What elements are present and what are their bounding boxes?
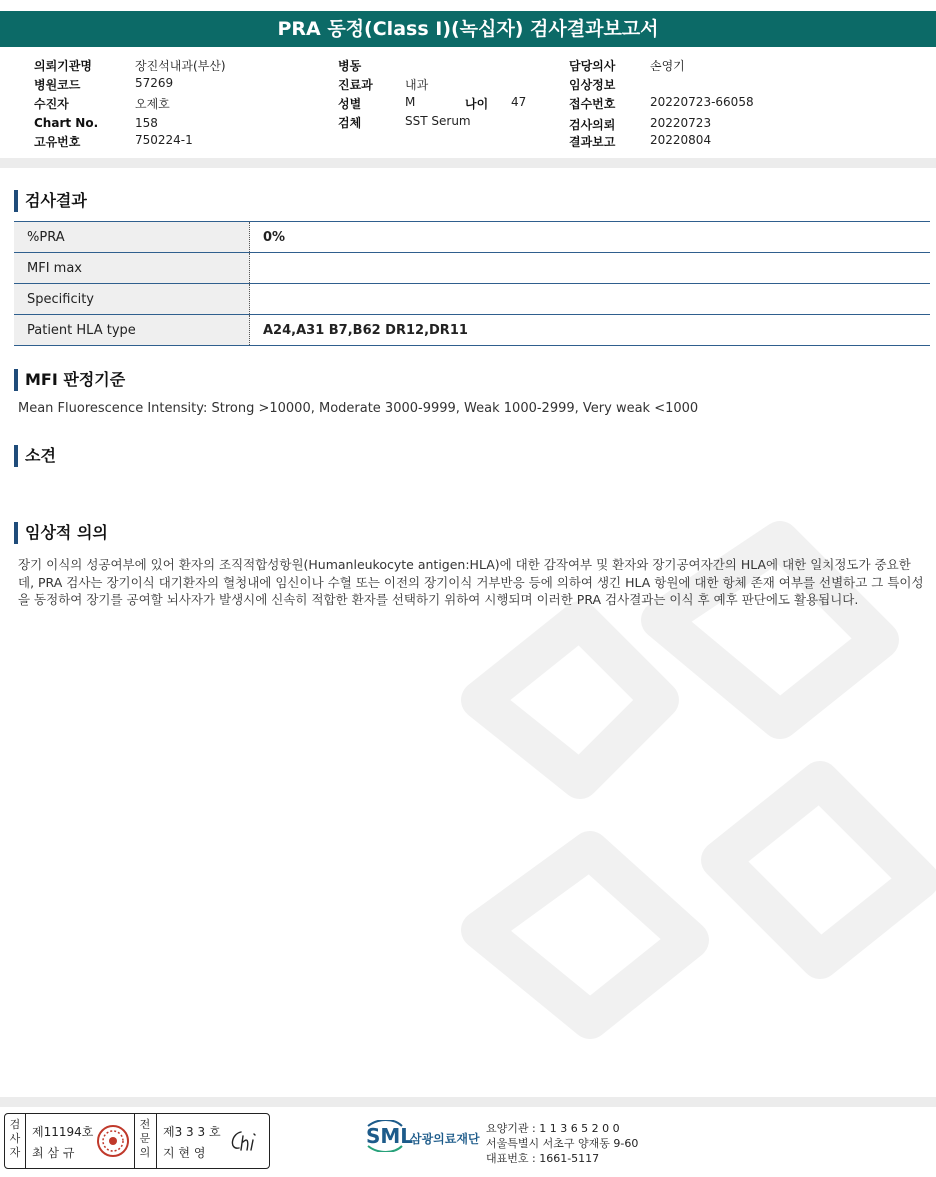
address-line: 서울특별시 서초구 양재동 9-60 [486,1137,639,1150]
info-label-department: 진료과 [338,78,373,92]
result-key: MFI max [14,253,250,284]
info-value-chart-no: 158 [135,116,158,130]
info-label-sex: 성별 [338,97,362,111]
table-row [14,284,930,315]
info-value-hospital-code: 57269 [135,76,174,90]
result-value: 0% [250,222,931,253]
info-value-unique-no: 750224-1 [135,133,193,147]
result-key: Specificity [14,284,250,315]
result-value [250,284,931,315]
specialist-label: 전문의 [139,1118,151,1159]
info-value-institution: 장진석내과(부산) [135,59,226,73]
info-label-ward: 병동 [338,59,362,73]
info-value-specimen: SST Serum [405,114,471,128]
info-value-request-date: 20220723 [650,116,712,130]
info-label-patient: 수진자 [34,97,69,111]
info-label-specimen: 검체 [338,116,362,130]
info-value-sex: M [405,95,416,109]
patient-info [0,55,936,151]
header-divider [0,158,936,168]
info-label-hospital-code: 병원코드 [34,78,81,92]
mfi-criteria-text: Mean Fluorescence Intensity: Strong >10000, Moderate 3000-9999, Weak 1000-2999, Very weak <1000 [18,401,699,416]
cell-divider [134,1114,135,1168]
specialist-number: 제3 3 3 호 [163,1125,221,1139]
table-row [14,253,930,284]
info-label-receipt-no: 접수번호 [569,97,616,111]
result-key: Patient HLA type [14,315,250,346]
info-label-chart-no: Chart No. [34,116,99,130]
table-row [14,222,930,253]
result-key: %PRA [14,222,250,253]
clinical-text: 장기 이식의 성공여부에 있어 환자의 조직적합성항원(Humanleukocyte antigen:HLA)에 대한 감작여부 및 환자와 장기공여자간의 HLA에 대한 일치정도가 중요한데, PRA 검사는 장기이식 대기환자의 혈청내에 임신이나 수혈 또는 이전의 장기이식 거부반응 등에 의하여 생긴 HLA 항원에 대한 항체 존재 여부를 선별하고 그 특이성을 동정하여 장기를 공여할 뇌사자가 발생시에 신속히 적합한 환자를 선택하기 위하여 시행되며 이러한 PRA 검사결과는 이식 후 예후 판단에도 활용됩니다. [18,557,924,607]
info-label-institution: 의뢰기관명 [34,59,92,73]
foundation-name: 삼광의료재단 [410,1132,480,1146]
specialist-signature-icon [227,1126,265,1156]
opinion-heading: 소견 [14,445,56,467]
mfi-heading: MFI 판정기준 [14,369,125,391]
footer-divider [0,1097,936,1107]
info-label-report-date: 결과보고 [569,135,616,149]
info-label-doctor: 담당의사 [569,59,616,73]
info-label-unique-no: 고유번호 [34,135,81,149]
sml-logo-text: SML [366,1124,414,1148]
examiner-name: 최 삼 규 [32,1146,75,1160]
examiner-seal-icon [95,1123,131,1159]
info-value-doctor: 손영기 [650,59,685,73]
results-heading: 검사결과 [14,190,87,212]
specialist-name: 지 현 영 [163,1146,206,1160]
examiner-number: 제11194호 [32,1125,94,1139]
info-value-receipt-no: 20220723-66058 [650,95,754,109]
cell-divider [25,1114,26,1168]
info-value-department: 내과 [405,78,429,92]
info-value-patient: 오제호 [135,97,170,111]
signature-box [4,1113,270,1169]
info-value-age: 47 [511,95,527,109]
info-value-report-date: 20220804 [650,133,712,147]
clinical-heading: 임상적 의의 [14,522,108,544]
results-table [14,221,930,346]
cell-divider [156,1114,157,1168]
info-label-clinical-info: 임상정보 [569,78,616,92]
info-label-request-date: 검사의뢰 [569,118,616,132]
result-value [250,253,931,284]
info-label-age: 나이 [465,97,489,111]
institution-code: 요양기관 : 1 1 3 6 5 2 0 0 [486,1122,620,1135]
report-title: PRA 동정(Class I)(녹십자) 검사결과보고서 [0,11,936,47]
examiner-label: 검사자 [9,1118,21,1159]
table-row [14,315,930,346]
foundation-address [486,1121,638,1166]
phone-line: 대표번호 : 1661-5117 [486,1152,600,1165]
result-value: A24,A31 B7,B62 DR12,DR11 [250,315,931,346]
